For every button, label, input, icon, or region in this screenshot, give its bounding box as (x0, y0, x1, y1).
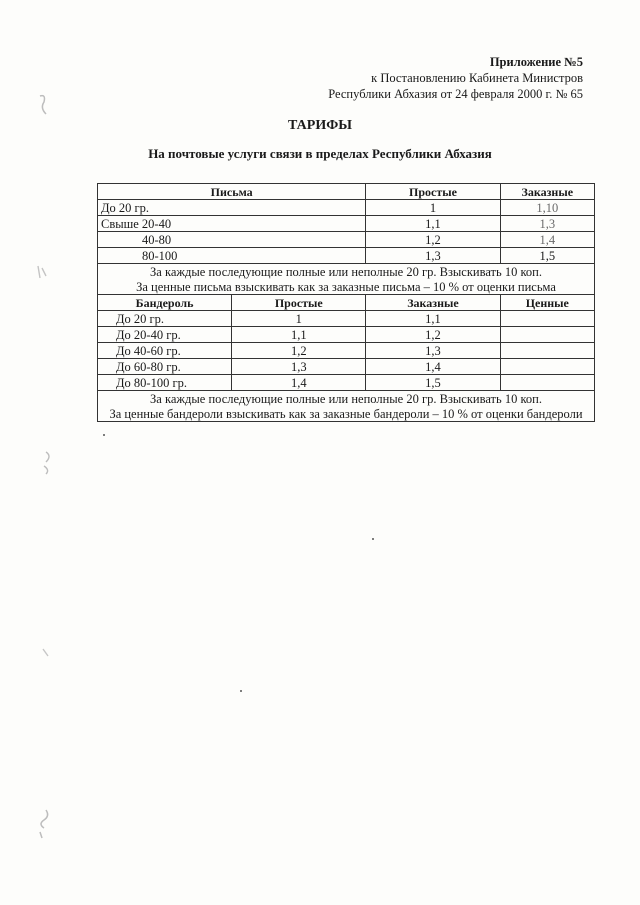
scan-mark-icon (40, 646, 52, 660)
letters-weight: До 20 гр. (98, 200, 366, 216)
table-row (98, 232, 595, 248)
parcels-weight: До 60-80 гр. (98, 359, 232, 375)
scan-mark-icon (40, 450, 58, 476)
scan-speck (372, 538, 374, 540)
parcels-weight: До 20-40 гр. (98, 327, 232, 343)
table-row (98, 216, 595, 232)
parcels-registered-value: 1,4 (366, 359, 500, 375)
parcels-valuable-value (500, 311, 594, 327)
parcels-registered-value: 1,3 (366, 343, 500, 359)
annex-header (328, 54, 583, 102)
parcels-valuable-value (500, 375, 594, 391)
letters-registered-value: 1,4 (500, 232, 594, 248)
parcels-note-valuable: За ценные бандероли взыскивать как за заказные бандероли – 10 % от оценки бандероли (98, 406, 595, 422)
scan-mark-icon (36, 264, 50, 280)
parcels-col-registered: Заказные (366, 295, 500, 311)
table-row (98, 359, 595, 375)
parcels-valuable-value (500, 359, 594, 375)
parcels-weight: До 80-100 гр. (98, 375, 232, 391)
letters-simple-value: 1,1 (366, 216, 500, 232)
letters-note-extra-weight: За каждые последующие полные или неполные 20 гр. Взыскивать 10 коп. (98, 264, 595, 280)
scan-mark-icon (36, 808, 54, 840)
parcels-valuable-value (500, 343, 594, 359)
annex-number: Приложение №5 (489, 55, 583, 69)
parcels-registered-value: 1,2 (366, 327, 500, 343)
parcels-col-type: Бандероль (98, 295, 232, 311)
parcels-weight: До 40-60 гр. (98, 343, 232, 359)
table-row (98, 311, 595, 327)
parcels-col-valuable: Ценные (500, 295, 594, 311)
letters-simple-value: 1,2 (366, 232, 500, 248)
parcels-simple-value: 1,4 (232, 375, 366, 391)
page-subtitle: На почтовые услуги связи в пределах Республики Абхазия (148, 146, 492, 161)
letters-registered-value: 1,3 (500, 216, 594, 232)
parcels-simple-value: 1,1 (232, 327, 366, 343)
scan-mark-icon (36, 92, 52, 118)
letters-note-row (98, 264, 595, 280)
table-row (98, 375, 595, 391)
parcels-note-row (98, 406, 595, 422)
letters-registered-value: 1,5 (500, 248, 594, 264)
parcels-header-row (98, 295, 595, 311)
page-title: ТАРИФЫ (288, 118, 352, 133)
letters-weight: Свыше 20-40 (98, 216, 366, 232)
table-row (98, 327, 595, 343)
letters-simple-value: 1,3 (366, 248, 500, 264)
parcels-note-row (98, 391, 595, 407)
letters-simple-value: 1 (366, 200, 500, 216)
letters-note-valuable: За ценные письма взыскивать как за заказные письма – 10 % от оценки письма (98, 279, 595, 295)
letters-col-type: Письма (98, 184, 366, 200)
table-row (98, 248, 595, 264)
parcels-valuable-value (500, 327, 594, 343)
letters-weight: 80-100 (98, 248, 366, 264)
parcels-simple-value: 1,3 (232, 359, 366, 375)
parcels-simple-value: 1,2 (232, 343, 366, 359)
letters-weight: 40-80 (98, 232, 366, 248)
annex-date: Республики Абхазия от 24 февраля 2000 г. № 65 (328, 87, 583, 101)
parcels-registered-value: 1,1 (366, 311, 500, 327)
letters-col-simple: Простые (366, 184, 500, 200)
letters-header-row (98, 184, 595, 200)
scan-speck (103, 434, 105, 436)
tariff-table (97, 183, 595, 422)
parcels-note-extra-weight: За каждые последующие полные или неполные 20 гр. Взыскивать 10 коп. (98, 391, 595, 407)
parcels-simple-value: 1 (232, 311, 366, 327)
table-row (98, 343, 595, 359)
parcels-weight: До 20 гр. (98, 311, 232, 327)
table-row (98, 200, 595, 216)
annex-reference: к Постановлению Кабинета Министров (371, 71, 583, 85)
scan-speck (240, 690, 242, 692)
letters-registered-value: 1,10 (500, 200, 594, 216)
letters-col-registered: Заказные (500, 184, 594, 200)
parcels-col-simple: Простые (232, 295, 366, 311)
letters-note-row (98, 279, 595, 295)
parcels-registered-value: 1,5 (366, 375, 500, 391)
